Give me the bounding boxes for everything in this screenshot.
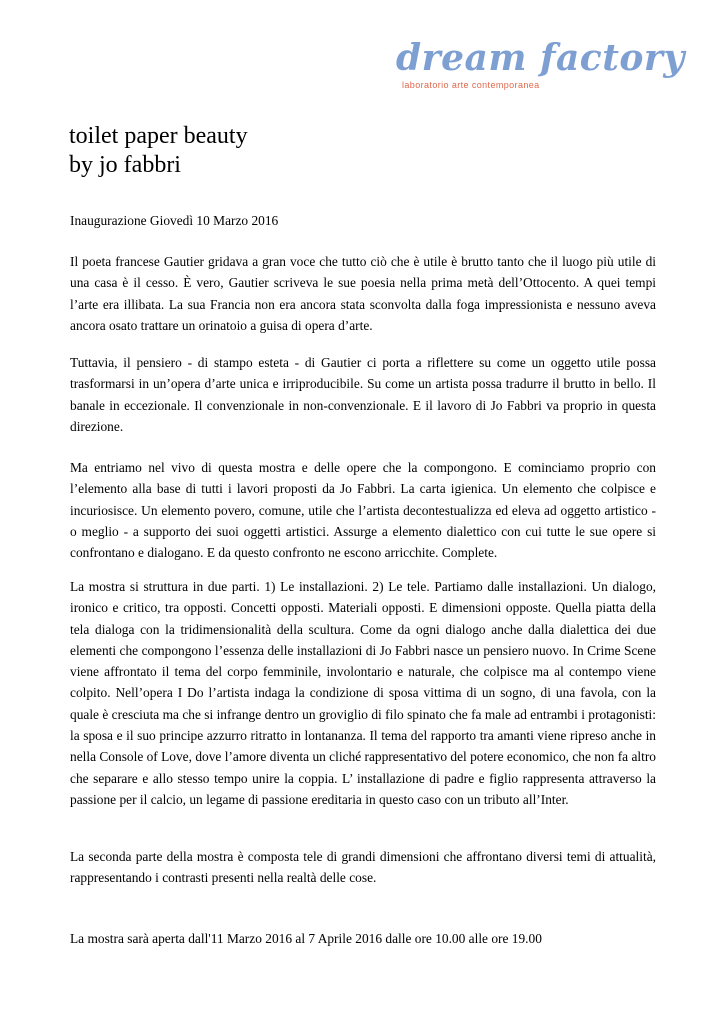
dream-factory-logo [396, 37, 685, 98]
paragraph-1: Il poeta francese Gautier gridava a gran voce che tutto ciò che è utile è brutto tanto che il luogo più utile di una casa è il cesso. È vero, Gautier scriveva le sue poesia nella prima metà dell’Ottocento. A quei tempi l’arte era illibata. La sua Francia non era ancora stata sconvolta dalla foga impressionista e nessuno aveva ancora osato trattare un orinatoio a guisa di opera d’arte. [70, 254, 656, 333]
title-line-2: by jo fabbri [69, 152, 181, 178]
inauguration-date: Inaugurazione Giovedì 10 Marzo 2016 [70, 213, 279, 228]
document-title [69, 122, 248, 180]
paragraph-3: Ma entriamo nel vivo di questa mostra e delle opere che la compongono. E cominciamo proprio con l’elemento alla base di tutti i lavori proposti da Jo Fabbri. La carta igienica. Un elemento che colpisce e incuriosisce. Un elemento povero, comune, utile che l’artista decontestualizza ed eleva ad oggetto artistico - o meglio - a supporto dei suoi oggetti artistici. Assurge a elemento dialettico con cui tutte le sue opere si confrontano e dialogano. E da questo confronto ne escono arricchite. Complete. [70, 460, 656, 561]
title-line-1: toilet paper beauty [69, 123, 248, 149]
paragraph-5: La seconda parte della mostra è composta tele di grandi dimensioni che affrontano diversi temi di attualità, rappresentando i contrasti presenti nella realtà delle cose. [70, 849, 656, 886]
paragraph-2: Tuttavia, il pensiero - di stampo esteta - di Gautier ci porta a riflettere su come un oggetto utile possa trasformarsi in un’opera d’arte unica e irriproducibile. Su come un artista possa tradurre il brutto in bello. Il banale in eccezionale. Il convenzionale in non-convenzionale. E il lavoro di Jo Fabbri va proprio in questa direzione. [70, 355, 656, 434]
logo-tagline: laboratorio arte contemporanea [402, 80, 540, 90]
logo-wordmark: dream factory [396, 37, 685, 79]
paragraph-4: La mostra si struttura in due parti. 1) Le installazioni. 2) Le tele. Partiamo dalle installazioni. Un dialogo, ironico e critico, tra opposti. Concetti opposti. Materiali opposti. E dimensioni opposte. Quella piatta della tela dialoga con la tridimensionalità della scultura. Come da ogni dialogo anche dalla dialettica dei due elementi che compongono l’essenza delle installazioni di Jo Fabbri nasce un pensiero nuovo. In Crime Scene viene affrontato il tema del corpo femminile, involontario e naturale, che colpisce ma al contempo viene colpito. Nell’opera I Do l’artista indaga la condizione di sposa vittima di un sogno, di una favola, con la quale è cresciuta ma che si infrange dentro un groviglio di filo spinato che fa male ad entrambi i protagonisti: la sposa e il suo principe azzurro ritratto in lontananza. Il tema del rapporto tra amanti viene ripreso anche in nella Console of Love, dove l’amore diventa un cliché rappresentativo del potere economico, che non fa altro che separare e allo stesso tempo unire la coppia. L’ installazione di padre e figlio rappresenta attraverso la passione per il calcio, un legame di passione ereditaria in questo caso con un tributo all’Inter. [70, 579, 656, 807]
closing-dates: La mostra sarà aperta dall'11 Marzo 2016 al 7 Aprile 2016 dalle ore 10.00 alle ore 19.00 [70, 931, 542, 946]
